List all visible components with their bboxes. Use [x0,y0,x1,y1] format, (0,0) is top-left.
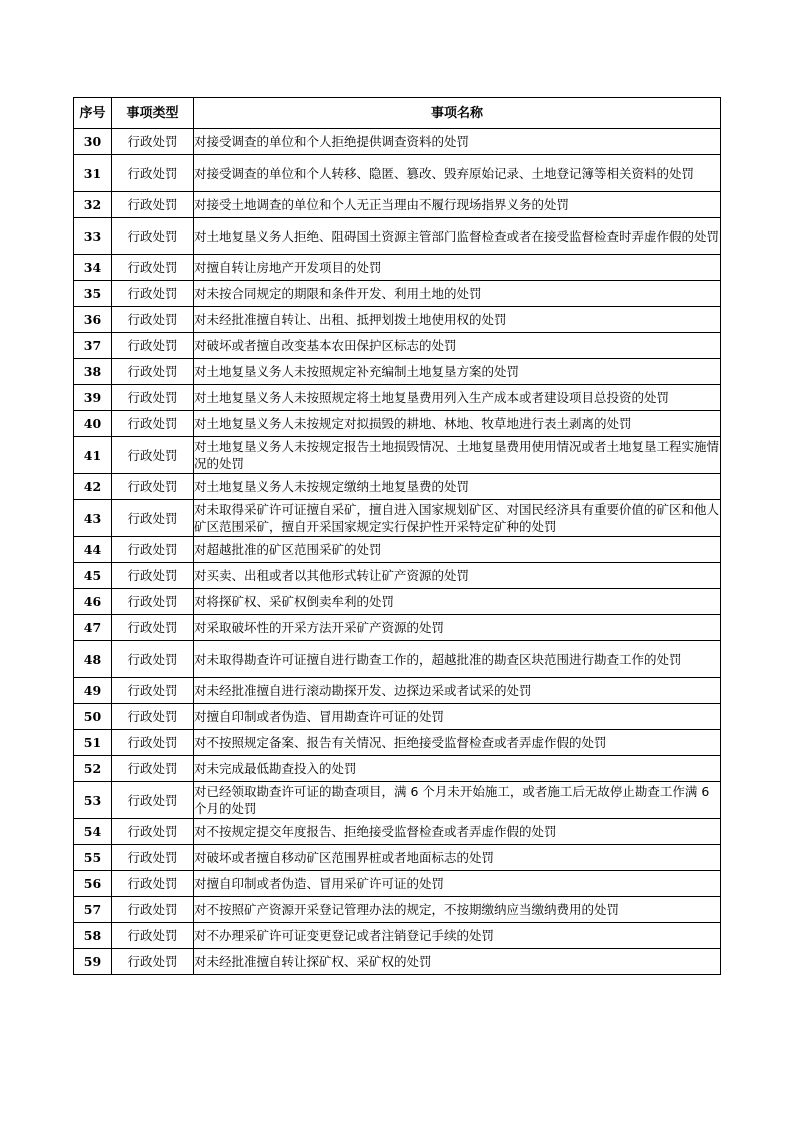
cell-name: 对土地复垦义务人拒绝、阻碍国土资源主管部门监督检查或者在接受监督检查时弄虚作假的处罚 [194,218,721,255]
cell-no: 37 [74,333,112,359]
cell-no: 40 [74,411,112,437]
cell-no: 56 [74,871,112,897]
cell-name: 对破坏或者擅自移动矿区范围界桩或者地面标志的处罚 [194,845,721,871]
items-table [73,97,721,975]
cell-no: 57 [74,897,112,923]
cell-type: 行政处罚 [112,782,194,819]
cell-type: 行政处罚 [112,281,194,307]
header-name: 事项名称 [194,98,721,129]
cell-name: 对不按照矿产资源开采登记管理办法的规定，不按期缴纳应当缴纳费用的处罚 [194,897,721,923]
cell-no: 58 [74,923,112,949]
cell-no: 30 [74,129,112,155]
cell-type: 行政处罚 [112,192,194,218]
cell-type: 行政处罚 [112,437,194,474]
cell-name: 对不按照规定备案、报告有关情况、拒绝接受监督检查或者弄虚作假的处罚 [194,730,721,756]
table-row [74,678,721,704]
cell-no: 50 [74,704,112,730]
cell-name: 对未完成最低勘查投入的处罚 [194,756,721,782]
header-no: 序号 [74,98,112,129]
cell-type: 行政处罚 [112,385,194,411]
cell-name: 对土地复垦义务人未按规定对拟损毁的耕地、林地、牧草地进行表土剥离的处罚 [194,411,721,437]
cell-name: 对土地复垦义务人未按照规定补充编制土地复垦方案的处罚 [194,359,721,385]
table-row [74,819,721,845]
cell-name: 对土地复垦义务人未按照规定将土地复垦费用列入生产成本或者建设项目总投资的处罚 [194,385,721,411]
cell-type: 行政处罚 [112,678,194,704]
cell-name: 对擅自转让房地产开发项目的处罚 [194,255,721,281]
cell-type: 行政处罚 [112,411,194,437]
cell-name: 对破坏或者擅自改变基本农田保护区标志的处罚 [194,333,721,359]
cell-name: 对未取得采矿许可证擅自采矿，擅自进入国家规划矿区、对国民经济具有重要价值的矿区和他人矿区范围采矿，擅自开采国家规定实行保护性开采特定矿种的处罚 [194,500,721,537]
table-row [74,307,721,333]
table-row [74,333,721,359]
table-row [74,641,721,678]
cell-no: 32 [74,192,112,218]
table-row [74,129,721,155]
cell-no: 55 [74,845,112,871]
cell-type: 行政处罚 [112,255,194,281]
cell-no: 53 [74,782,112,819]
table-row [74,615,721,641]
cell-type: 行政处罚 [112,704,194,730]
cell-name: 对擅自印制或者伪造、冒用采矿许可证的处罚 [194,871,721,897]
cell-name: 对土地复垦义务人未按规定缴纳土地复垦费的处罚 [194,474,721,500]
cell-type: 行政处罚 [112,730,194,756]
cell-no: 49 [74,678,112,704]
cell-no: 34 [74,255,112,281]
table-row [74,704,721,730]
cell-type: 行政处罚 [112,307,194,333]
cell-type: 行政处罚 [112,129,194,155]
table-row [74,359,721,385]
cell-no: 38 [74,359,112,385]
cell-no: 52 [74,756,112,782]
cell-type: 行政处罚 [112,359,194,385]
cell-no: 43 [74,500,112,537]
table-row [74,474,721,500]
cell-name: 对接受调查的单位和个人转移、隐匿、篡改、毁弃原始记录、土地登记簿等相关资料的处罚 [194,155,721,192]
table-row [74,192,721,218]
cell-no: 48 [74,641,112,678]
cell-name: 对超越批准的矿区范围采矿的处罚 [194,537,721,563]
cell-no: 51 [74,730,112,756]
cell-type: 行政处罚 [112,615,194,641]
table-row [74,385,721,411]
cell-name: 对擅自印制或者伪造、冒用勘查许可证的处罚 [194,704,721,730]
cell-name: 对采取破坏性的开采方法开采矿产资源的处罚 [194,615,721,641]
table-row [74,255,721,281]
cell-type: 行政处罚 [112,333,194,359]
table-row [74,589,721,615]
table-row [74,949,721,975]
table-header-row [74,98,721,129]
cell-no: 33 [74,218,112,255]
cell-no: 54 [74,819,112,845]
cell-name: 对未经批准擅自进行滚动勘探开发、边探边采或者试采的处罚 [194,678,721,704]
table-row [74,437,721,474]
cell-no: 42 [74,474,112,500]
cell-no: 45 [74,563,112,589]
cell-type: 行政处罚 [112,563,194,589]
table-row [74,845,721,871]
cell-name: 对土地复垦义务人未按规定报告土地损毁情况、土地复垦费用使用情况或者土地复垦工程实施情况的处罚 [194,437,721,474]
cell-no: 46 [74,589,112,615]
header-type: 事项类型 [112,98,194,129]
cell-no: 36 [74,307,112,333]
cell-no: 39 [74,385,112,411]
cell-type: 行政处罚 [112,218,194,255]
cell-name: 对接受调查的单位和个人拒绝提供调查资料的处罚 [194,129,721,155]
cell-type: 行政处罚 [112,845,194,871]
table-row [74,782,721,819]
cell-name: 对不办理采矿许可证变更登记或者注销登记手续的处罚 [194,923,721,949]
cell-no: 59 [74,949,112,975]
cell-type: 行政处罚 [112,897,194,923]
cell-name: 对已经领取勘查许可证的勘查项目，满 6 个月未开始施工，或者施工后无故停止勘查工作满 6 个月的处罚 [194,782,721,819]
table-row [74,871,721,897]
cell-name: 对未经批准擅自转让、出租、抵押划拨土地使用权的处罚 [194,307,721,333]
cell-name: 对不按规定提交年度报告、拒绝接受监督检查或者弄虚作假的处罚 [194,819,721,845]
table-row [74,537,721,563]
cell-name: 对未经批准擅自转让探矿权、采矿权的处罚 [194,949,721,975]
table-row [74,923,721,949]
cell-type: 行政处罚 [112,923,194,949]
table-row [74,730,721,756]
cell-name: 对买卖、出租或者以其他形式转让矿产资源的处罚 [194,563,721,589]
cell-type: 行政处罚 [112,641,194,678]
cell-type: 行政处罚 [112,537,194,563]
cell-no: 41 [74,437,112,474]
table-row [74,563,721,589]
cell-type: 行政处罚 [112,589,194,615]
cell-name: 对接受土地调查的单位和个人无正当理由不履行现场指界义务的处罚 [194,192,721,218]
cell-type: 行政处罚 [112,871,194,897]
cell-name: 对未取得勘查许可证擅自进行勘查工作的，超越批准的勘查区块范围进行勘查工作的处罚 [194,641,721,678]
cell-type: 行政处罚 [112,756,194,782]
cell-no: 31 [74,155,112,192]
cell-type: 行政处罚 [112,155,194,192]
table-row [74,218,721,255]
cell-no: 44 [74,537,112,563]
table-row [74,500,721,537]
table-row [74,411,721,437]
cell-type: 行政处罚 [112,474,194,500]
cell-type: 行政处罚 [112,819,194,845]
cell-no: 35 [74,281,112,307]
cell-name: 对将探矿权、采矿权倒卖牟利的处罚 [194,589,721,615]
cell-no: 47 [74,615,112,641]
table-row [74,281,721,307]
cell-name: 对未按合同规定的期限和条件开发、利用土地的处罚 [194,281,721,307]
table-row [74,155,721,192]
cell-type: 行政处罚 [112,949,194,975]
cell-type: 行政处罚 [112,500,194,537]
table-row [74,756,721,782]
table-row [74,897,721,923]
